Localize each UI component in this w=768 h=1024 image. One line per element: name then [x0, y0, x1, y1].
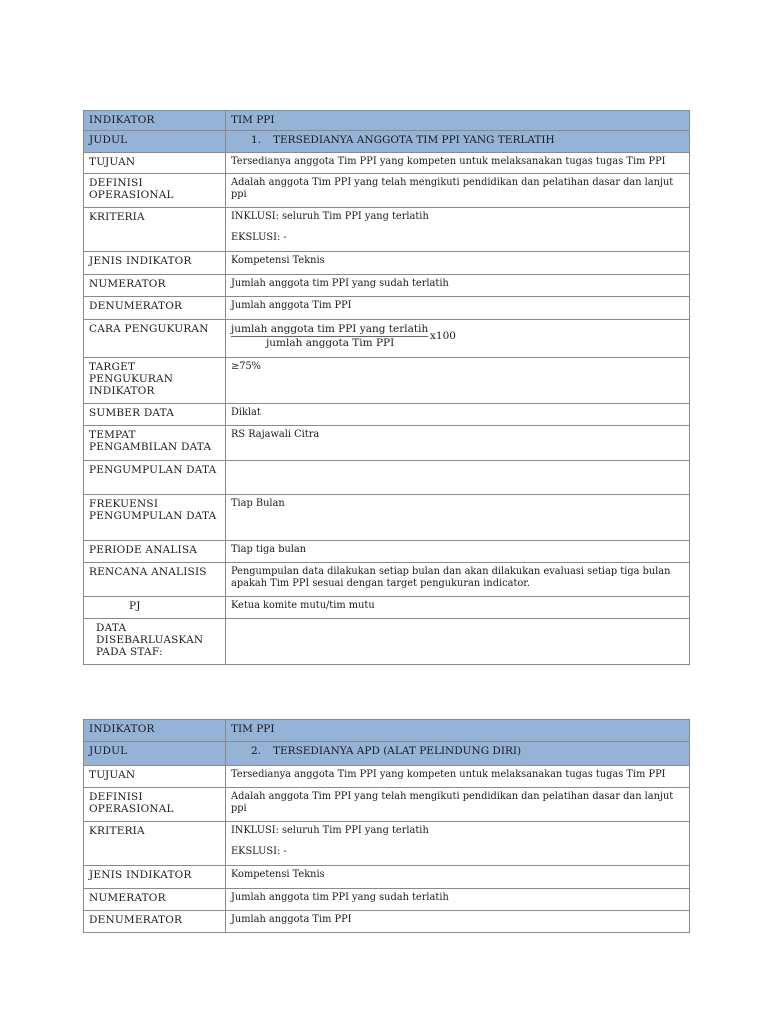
- row-value: Ketua komite mutu/tim mutu: [226, 597, 690, 619]
- row-label: JENIS INDIKATOR: [84, 252, 226, 275]
- row-label: PJ: [84, 597, 226, 619]
- title-text: TERSEDIANYA APD (ALAT PELINDUNG DIRI): [273, 745, 522, 757]
- row-value: Kompetensi Teknis: [226, 252, 690, 275]
- row-value: ≥75%: [226, 358, 690, 404]
- row-label: PENGUMPULAN DATA: [84, 461, 226, 495]
- row-label: PERIODE ANALISA: [84, 541, 226, 563]
- row-sumber-data: [84, 404, 690, 426]
- row-label: TARGET PENGUKURAN INDIKATOR: [84, 358, 226, 404]
- row-label: SUMBER DATA: [84, 404, 226, 426]
- row-disebarluaskan: [84, 619, 690, 665]
- row-label: INDIKATOR: [84, 720, 226, 742]
- row-target: [84, 358, 690, 404]
- row-tujuan: [84, 766, 690, 788]
- title-number: 2.: [251, 745, 262, 757]
- measurement-formula: [231, 323, 684, 353]
- row-value: Kompetensi Teknis: [226, 866, 690, 889]
- row-tempat: [84, 426, 690, 461]
- row-value: Jumlah anggota Tim PPI: [226, 297, 690, 320]
- row-numerator: [84, 275, 690, 297]
- indicator-table-1: [83, 110, 690, 665]
- row-periode: [84, 541, 690, 563]
- row-judul: [84, 742, 690, 766]
- row-value: Adalah anggota Tim PPI yang telah mengikuti pendidikan dan pelatihan dasar dan lanjut ppi: [226, 788, 690, 822]
- row-label: INDIKATOR: [84, 111, 226, 131]
- row-value: Jumlah anggota tim PPI yang sudah terlatih: [226, 889, 690, 911]
- row-label: KRITERIA: [84, 822, 226, 866]
- row-frekuensi: [84, 495, 690, 541]
- row-indikator: [84, 111, 690, 131]
- formula-multiplier: x100: [430, 330, 456, 342]
- row-jenis-indikator: [84, 866, 690, 889]
- indicator-table-2: [83, 719, 690, 933]
- row-denumerator: [84, 297, 690, 320]
- row-label: DEFINISI OPERASIONAL: [84, 788, 226, 822]
- criteria-exclusion: EKSLUSI: -: [231, 846, 287, 857]
- title-number: 1.: [251, 134, 262, 146]
- row-numerator: [84, 889, 690, 911]
- row-label: DENUMERATOR: [84, 911, 226, 933]
- row-judul: [84, 131, 690, 153]
- criteria-exclusion: EKSLUSI: -: [231, 232, 287, 243]
- row-value: Diklat: [226, 404, 690, 426]
- row-definisi: [84, 788, 690, 822]
- row-label: NUMERATOR: [84, 275, 226, 297]
- row-kriteria: [84, 208, 690, 252]
- row-value: Tiap tiga bulan: [226, 541, 690, 563]
- row-label: TEMPAT PENGAMBILAN DATA: [84, 426, 226, 461]
- formula-numerator: jumlah anggota tim PPI yang terlatih: [231, 323, 429, 335]
- row-denumerator: [84, 911, 690, 933]
- row-label: JENIS INDIKATOR: [84, 866, 226, 889]
- formula-denominator: jumlah anggota Tim PPI: [266, 337, 395, 349]
- row-value: Jumlah anggota tim PPI yang sudah terlatih: [226, 275, 690, 297]
- row-label: TUJUAN: [84, 766, 226, 788]
- row-label: JUDUL: [84, 742, 226, 766]
- row-value: Tersedianya anggota Tim PPI yang kompeten untuk melaksanakan tugas tugas Tim PPI: [226, 766, 690, 788]
- indicator-title: [226, 131, 690, 153]
- row-value: RS Rajawali Citra: [226, 426, 690, 461]
- row-value: [226, 461, 690, 495]
- indicator-title: [226, 742, 690, 766]
- criteria-inclusion: INKLUSI: seluruh Tim PPI yang terlatih: [231, 825, 429, 836]
- row-label: FREKUENSI PENGUMPULAN DATA: [84, 495, 226, 541]
- title-text: TERSEDIANYA ANGGOTA TIM PPI YANG TERLATIH: [273, 134, 555, 146]
- row-value: Adalah anggota Tim PPI yang telah mengikuti pendidikan dan pelatihan dasar dan lanjut ppi: [226, 174, 690, 208]
- criteria-cell: [226, 822, 690, 866]
- row-rencana: [84, 563, 690, 597]
- row-label: DATA DISEBARLUASKAN PADA STAF:: [84, 619, 226, 665]
- row-label: DENUMERATOR: [84, 297, 226, 320]
- row-pj: [84, 597, 690, 619]
- row-indikator: [84, 720, 690, 742]
- row-value: Tersedianya anggota Tim PPI yang kompeten untuk melaksanakan tugas tugas Tim PPI: [226, 153, 690, 174]
- row-label: DEFINISI OPERASIONAL: [84, 174, 226, 208]
- row-label: RENCANA ANALISIS: [84, 563, 226, 597]
- row-value: [226, 619, 690, 665]
- row-value: Jumlah anggota Tim PPI: [226, 911, 690, 933]
- row-label: JUDUL: [84, 131, 226, 153]
- row-value: TIM PPI: [226, 111, 690, 131]
- row-kriteria: [84, 822, 690, 866]
- row-label: NUMERATOR: [84, 889, 226, 911]
- row-label: KRITERIA: [84, 208, 226, 252]
- criteria-cell: [226, 208, 690, 252]
- row-label: CARA PENGUKURAN: [84, 320, 226, 358]
- row-cara-pengukuran: [84, 320, 690, 358]
- row-tujuan: [84, 153, 690, 174]
- formula-cell: [226, 320, 690, 358]
- row-pengumpulan: [84, 461, 690, 495]
- row-label: TUJUAN: [84, 153, 226, 174]
- criteria-inclusion: INKLUSI: seluruh Tim PPI yang terlatih: [231, 211, 429, 222]
- row-definisi: [84, 174, 690, 208]
- row-value: Tiap Bulan: [226, 495, 690, 541]
- row-jenis-indikator: [84, 252, 690, 275]
- row-value: TIM PPI: [226, 720, 690, 742]
- row-value: Pengumpulan data dilakukan setiap bulan dan akan dilakukan evaluasi setiap tiga bulan apakah Tim PPI sesuai dengan target pengukuran indicator.: [226, 563, 690, 597]
